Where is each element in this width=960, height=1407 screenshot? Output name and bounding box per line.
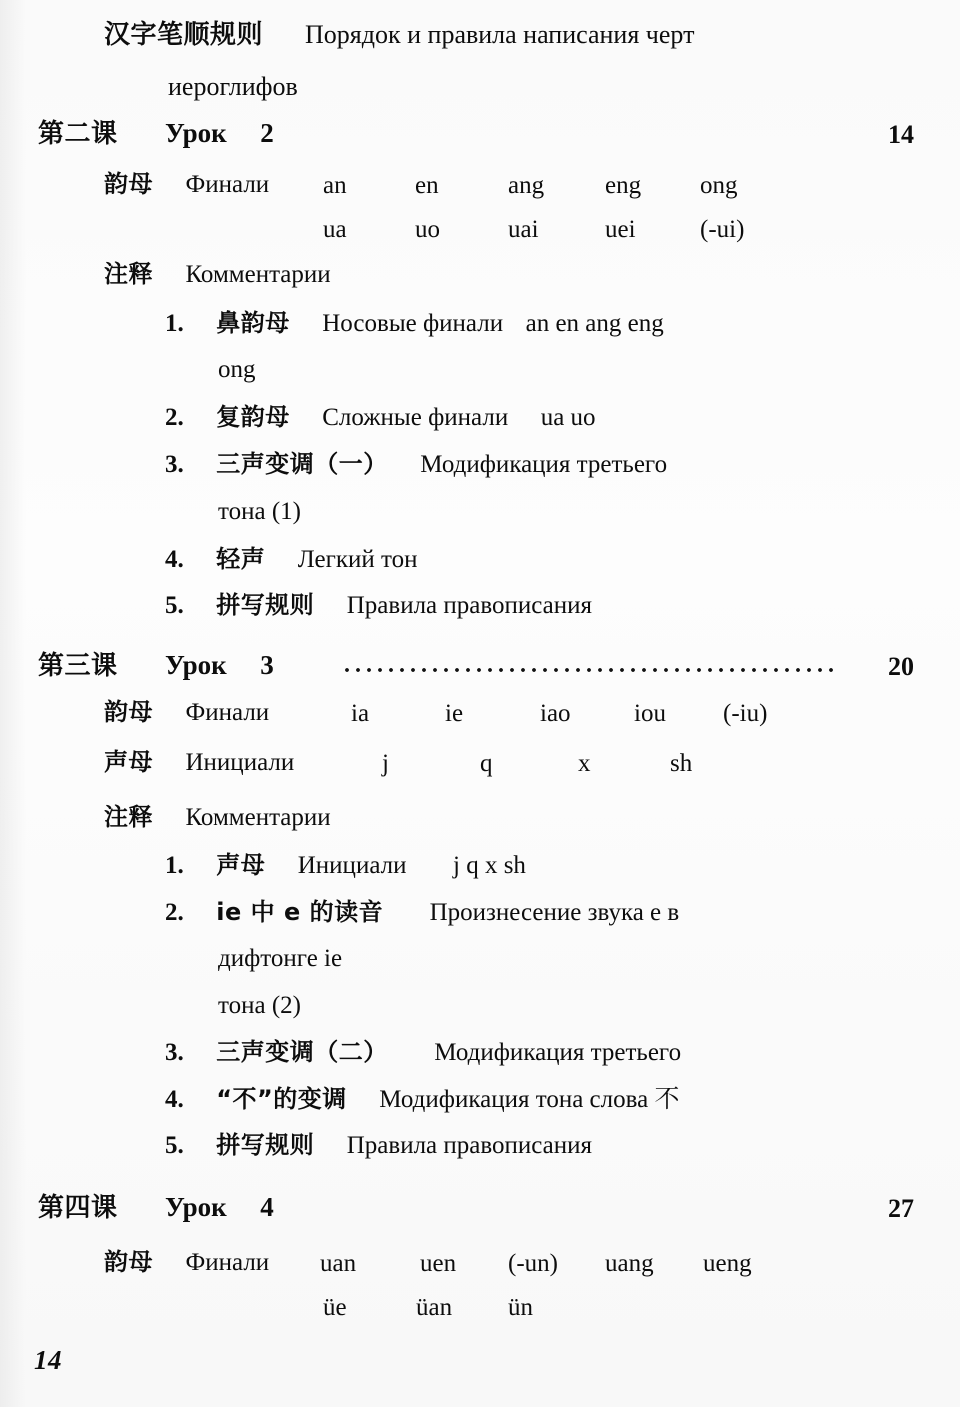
- lesson-3-notes-ru: Комментарии: [185, 804, 331, 831]
- list-item-index: 2.: [165, 899, 184, 926]
- list-item-cn: 三声变调（一）: [216, 450, 388, 478]
- list-item-index: 3.: [165, 1039, 184, 1066]
- lesson-3-initials-label: [104, 750, 294, 775]
- list-item: [165, 593, 592, 618]
- lesson-3-final-cell: ia: [351, 700, 370, 727]
- list-item: [165, 900, 679, 925]
- lesson-2-final-cell: en: [415, 172, 439, 199]
- list-item-ru: Носовые финали: [322, 310, 504, 337]
- lesson-2-number: 2: [260, 118, 274, 148]
- lesson-3-number: 3: [260, 650, 274, 680]
- lesson-2-finals-cn: 韵母: [104, 170, 153, 198]
- lesson-3-final-cell: iou: [634, 700, 666, 727]
- lesson-4-final-cell: (-un): [508, 1250, 558, 1277]
- lesson-4-ru-label: Урок: [165, 1192, 227, 1222]
- toc-entry-stroke-order-ru: Порядок и правила написания черт: [305, 20, 695, 49]
- list-item-index: 1.: [165, 852, 184, 879]
- list-item: [165, 1133, 592, 1158]
- list-item-continuation: [218, 993, 301, 1018]
- list-item-index: 2.: [165, 404, 184, 431]
- list-item-cn: 复韵母: [216, 403, 290, 431]
- lesson-3-notes-label: [104, 805, 331, 830]
- lesson-3-cn-label: 第三课: [38, 651, 118, 681]
- lesson-3-initials-ru: Инициали: [185, 749, 295, 776]
- lesson-3-dot-leader: [345, 668, 837, 674]
- list-item-index: 5.: [165, 1132, 184, 1159]
- list-item-cont-text: дифтонге ie: [218, 945, 343, 972]
- lesson-4-final-cell: uan: [320, 1250, 357, 1277]
- lesson-2-final-cell-cont: uei: [605, 216, 636, 243]
- lesson-4-final-cell: uang: [605, 1250, 654, 1277]
- list-item-cont-text: тона (1): [218, 498, 301, 525]
- list-item-tail: j q x sh: [453, 852, 526, 879]
- lesson-2-final-cell-cont: ua: [323, 216, 347, 243]
- list-item: [165, 853, 526, 878]
- lesson-2-heading[interactable]: [38, 120, 274, 147]
- toc-entry-stroke-order-cont: [168, 74, 298, 100]
- lesson-3-initial-cell: q: [480, 750, 493, 777]
- lesson-3-initial-cell: x: [578, 750, 591, 777]
- list-item-cn: 拼写规则: [216, 591, 315, 619]
- lesson-2-notes-ru: Комментарии: [185, 261, 331, 288]
- lesson-4-final-cell: ueng: [703, 1250, 752, 1277]
- list-item-cn: “不”的变调: [216, 1085, 347, 1113]
- list-item-ru: Модификация тона слова 不: [379, 1086, 680, 1113]
- list-item-continuation: [218, 357, 256, 382]
- lesson-2-final-cell: ang: [508, 172, 545, 199]
- list-item-index: 1.: [165, 310, 184, 337]
- lesson-2-page-number[interactable]: 14: [888, 120, 914, 149]
- list-item: [165, 452, 667, 477]
- lesson-2-final-cell: an: [323, 172, 347, 199]
- lesson-4-page-number[interactable]: 27: [888, 1194, 914, 1223]
- lesson-3-initial-cell: sh: [670, 750, 693, 777]
- lesson-2-final-cell-cont: uai: [508, 216, 539, 243]
- lesson-2-finals-label: [104, 172, 269, 197]
- list-item-index: 4.: [165, 1086, 184, 1113]
- list-item-continuation: [218, 499, 301, 524]
- list-item-cn: 轻声: [216, 545, 266, 573]
- lesson-3-final-cell: iao: [540, 700, 571, 727]
- lesson-2-final-cell: ong: [700, 172, 738, 199]
- list-item-ru: Произнесение звука е в: [429, 899, 680, 926]
- lesson-4-finals-cn: 韵母: [104, 1248, 153, 1276]
- lesson-4-heading[interactable]: [38, 1194, 274, 1221]
- lesson-4-finals-ru: Финали: [185, 1249, 270, 1276]
- lesson-3-final-cell: (-iu): [723, 700, 768, 727]
- list-item-cn: 声母: [216, 851, 266, 879]
- list-item-cn: 三声变调（二）: [216, 1038, 388, 1066]
- list-item: [165, 311, 664, 336]
- list-item-index: 3.: [165, 451, 184, 478]
- list-item-cont-text: ong: [218, 356, 256, 383]
- list-item-ru: Сложные финали: [322, 404, 509, 431]
- lesson-4-final-cell: uen: [420, 1250, 457, 1277]
- list-item-index: 5.: [165, 592, 184, 619]
- list-item-ru: Инициали: [297, 852, 407, 879]
- lesson-4-final-cell-cont: ün: [508, 1294, 533, 1321]
- lesson-3-finals-ru: Финали: [185, 699, 270, 726]
- list-item: [165, 547, 418, 572]
- lesson-2-notes-label: [104, 262, 331, 287]
- lesson-2-finals-ru: Финали: [185, 171, 270, 198]
- lesson-3-initial-cell: j: [382, 750, 389, 777]
- toc-entry-stroke-order-cn: 汉字笔顺规则: [104, 20, 264, 50]
- lesson-2-cn-label: 第二课: [38, 119, 118, 149]
- lesson-4-final-cell-cont: üan: [416, 1294, 453, 1321]
- lesson-3-finals-label: [104, 700, 269, 725]
- lesson-2-final-cell-cont: uo: [415, 216, 440, 243]
- page-folio-number: 14: [34, 1345, 62, 1375]
- toc-entry-stroke-order-ru-cont: иероглифов: [168, 72, 298, 101]
- list-item-tail: an en ang eng: [525, 310, 664, 337]
- lesson-3-heading[interactable]: [38, 652, 274, 679]
- list-item: [165, 1087, 679, 1112]
- list-item-ru: Правила правописания: [346, 1132, 593, 1159]
- lesson-3-notes-cn: 注释: [104, 803, 153, 831]
- list-item-cn: 鼻韵母: [216, 309, 290, 337]
- lesson-4-finals-label: [104, 1250, 269, 1275]
- list-item-cont-text-2: тона (2): [218, 992, 301, 1019]
- lesson-2-ru-label: Урок: [165, 118, 227, 148]
- list-item-tail: ua uo: [540, 404, 596, 431]
- list-item-index: 4.: [165, 546, 184, 573]
- toc-entry-stroke-order: [104, 22, 694, 48]
- list-item-cn: ie 中 e 的读音: [216, 898, 384, 926]
- lesson-4-final-cell-cont: üe: [323, 1294, 347, 1321]
- lesson-3-page-number[interactable]: 20: [888, 652, 914, 681]
- lesson-2-final-cell: eng: [605, 172, 642, 199]
- list-item-ru: Модификация третьего: [420, 451, 668, 478]
- lesson-2-notes-cn: 注释: [104, 260, 153, 288]
- lesson-4-cn-label: 第四课: [38, 1193, 118, 1223]
- list-item-ru: Легкий тон: [297, 546, 418, 573]
- list-item-cn: 拼写规则: [216, 1131, 315, 1159]
- lesson-3-final-cell: ie: [445, 700, 464, 727]
- lesson-3-finals-cn: 韵母: [104, 698, 153, 726]
- list-item-continuation: [218, 946, 342, 971]
- lesson-4-number: 4: [260, 1192, 274, 1222]
- lesson-2-final-cell-cont: (-ui): [700, 216, 745, 243]
- lesson-3-initials-cn: 声母: [104, 748, 153, 776]
- lesson-3-ru-label: Урок: [165, 650, 227, 680]
- list-item-ru: Модификация третьего: [434, 1039, 682, 1066]
- list-item: [165, 1040, 681, 1065]
- list-item: [165, 405, 596, 430]
- list-item-ru: Правила правописания: [346, 592, 593, 619]
